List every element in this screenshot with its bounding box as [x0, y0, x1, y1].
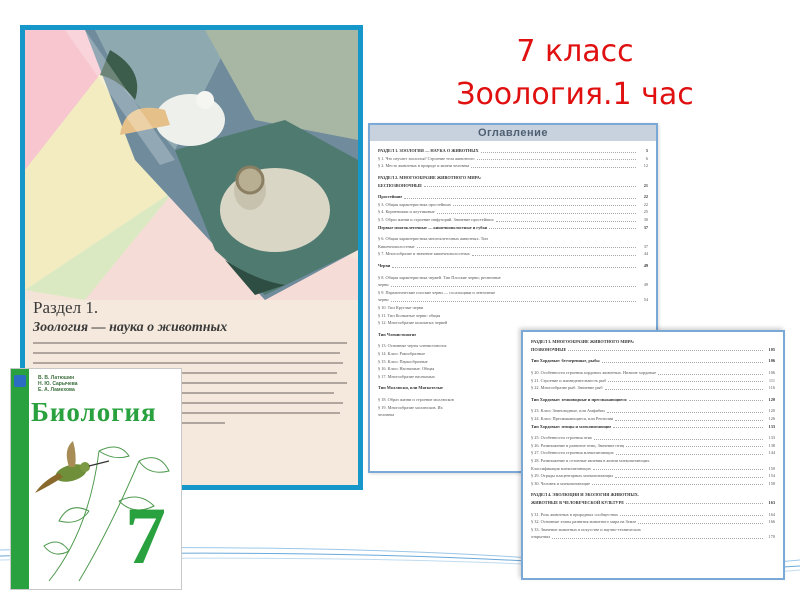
toc-entry	[531, 434, 775, 442]
toc-entry	[531, 499, 775, 507]
toc-entry-page: 126	[768, 416, 775, 422]
cover-stripe	[11, 369, 29, 589]
toc-entry-page: 105	[768, 346, 775, 352]
toc-page-2	[521, 330, 785, 580]
toc-entry-page: 166	[768, 519, 775, 525]
toc-leader-dots	[594, 436, 763, 440]
toc-entry-title: Тип Моллюски, или Мягкотелые	[378, 385, 443, 391]
toc-entry	[378, 304, 648, 312]
toc-header: Оглавление	[370, 125, 656, 141]
toc-leader-dots	[615, 417, 763, 421]
toc-entry	[531, 369, 775, 377]
toc-entry-title: Первые многоклеточные — кишечнополостные и губки	[378, 224, 488, 230]
toc-leader-dots	[477, 156, 636, 160]
toc-entry-title: Тип Хордовые: земноводные и пресмыкающиеся	[531, 396, 627, 402]
toc-entry	[531, 376, 775, 384]
toc-entry-title: БЕСПОЗВОНОЧНЫЕ	[378, 182, 423, 188]
toc-entry-page: 49	[643, 263, 648, 269]
toc-leader-dots	[602, 359, 763, 363]
toc-entry	[378, 223, 648, 231]
toc-entry-title: § 18. Образ жизни и строение моллюсков	[378, 396, 454, 402]
toc-entry	[531, 457, 775, 465]
toc-leader-dots	[472, 252, 636, 256]
toc-entry-page: 5	[645, 148, 648, 154]
toc-entry-title: § 10. Тип Круглые черви	[378, 304, 424, 310]
toc-entry-page: 158	[768, 480, 775, 486]
toc-entry	[378, 319, 648, 327]
toc-leader-dots	[471, 164, 636, 168]
toc-entry	[378, 281, 648, 289]
toc-leader-dots	[593, 466, 763, 470]
toc-entry-title: черви	[378, 282, 389, 288]
toc-entry	[531, 396, 775, 404]
toc-leader-dots	[592, 481, 763, 485]
toc-entry-page: 170	[768, 534, 775, 540]
toc-leader-dots	[616, 451, 763, 455]
toc-entry-title: Черви	[378, 263, 391, 269]
toc-entry	[378, 250, 648, 258]
toc-entry-title: § 21. Строение и жизнедеятельность рыб	[531, 377, 607, 383]
toc-entry-title: § 30. Человек и млекопитающие	[531, 480, 591, 486]
toc-entry-page: 22	[643, 201, 648, 207]
toc-leader-dots	[620, 512, 763, 516]
toc-entry	[531, 415, 775, 423]
toc-entry-title: § 25. Особенности строения птиц	[531, 435, 593, 441]
toc-entry	[531, 346, 775, 354]
toc-entry-page: 164	[768, 511, 775, 517]
toc-entry-title: Тип Хордовые: птицы и млекопитающие	[531, 423, 612, 429]
toc-entry	[378, 155, 648, 163]
toc-leader-dots	[605, 386, 763, 390]
toc-leader-dots	[496, 218, 636, 222]
toc-entry-page: 25	[643, 209, 648, 215]
toc-entry-title: § 3. Общая характеристика простейших	[378, 201, 451, 207]
toc-entry-page: 49	[643, 282, 648, 288]
toc-entry-title: ЖИВОТНЫЕ В ЧЕЛОВЕЧЕСКОЙ КУЛЬТУРЕ	[531, 499, 625, 505]
section-subtitle: Зоология — наука о животных	[33, 320, 228, 335]
toc-entry-page: 30	[643, 217, 648, 223]
toc-entry	[378, 289, 648, 297]
toc-entry-title: § 16. Класс Насекомые. Общая	[378, 366, 435, 372]
toc-entry-title: Тип Хордовые: бесчерепные, рыбы	[531, 358, 600, 364]
toc-entry-page: 106	[768, 358, 775, 364]
toc-entry	[378, 216, 648, 224]
toc-leader-dots	[437, 210, 636, 214]
publisher-logo-icon	[14, 375, 26, 387]
toc-entry-title: открытиях	[531, 534, 551, 540]
toc-leader-dots	[392, 264, 636, 268]
toc-entry-title: § 9. Паразитические плоские черви — сосальщики и ленточные	[378, 289, 496, 295]
toc-entry-title: Кишечнополостные	[378, 243, 415, 249]
toc-entry-title: § 19. Многообразие моллюсков. Их	[378, 404, 443, 410]
toc-leader-dots	[481, 149, 636, 153]
author-name: В. В. Латюшин	[38, 375, 75, 381]
toc-entry-title: § 33. Значение животных в искусстве и научно-технических	[531, 526, 641, 532]
toc-entry	[531, 491, 775, 499]
toc-entry-title: § 14. Класс Ракообразные	[378, 350, 425, 356]
toc-entry	[378, 262, 648, 270]
toc-leader-dots	[658, 371, 763, 375]
toc-entry-page: 37	[643, 224, 648, 230]
toc-entry-title: § 1. Что изучает зоология? Строение тела животного	[378, 155, 475, 161]
toc-entry-title: Простейшие	[378, 194, 403, 200]
toc-entry	[531, 518, 775, 526]
toc-entry-page: 111	[768, 377, 775, 383]
toc-entry-title: § 24. Класс Пресмыкающиеся, или Рептилии	[531, 416, 614, 422]
toc-entry-page: 133	[768, 435, 775, 441]
toc-entry-page: 54	[643, 297, 648, 303]
toc-entry-title: § 26. Размножение и развитие птиц. Значение птиц	[531, 442, 625, 448]
toc-entry-title: § 28. Размножение и сезонные явления в жизни млекопитающих.	[531, 458, 651, 464]
toc-entry	[531, 510, 775, 518]
slide-title-grade: 7 класс	[516, 34, 634, 69]
toc-entry-page: 22	[643, 194, 648, 200]
section-title: Раздел 1.	[33, 298, 99, 317]
toc-leader-dots	[391, 298, 636, 302]
toc-entry-page: 133	[768, 423, 775, 429]
toc-entry-title: РАЗДЕЛ 3. МНОГООБРАЗИЕ ЖИВОТНОГО МИРА:	[531, 339, 635, 345]
toc-entry-title: § 23. Класс Земноводные, или Амфибии	[531, 408, 605, 414]
toc-entry	[378, 181, 648, 189]
toc-entry-page: 21	[643, 182, 648, 188]
toc-entry-title: § 17. Многообразие насекомых	[378, 373, 435, 379]
toc-leader-dots	[615, 474, 763, 478]
author-name: Н. Ю. Сарычева	[38, 381, 78, 387]
toc-entry	[531, 422, 775, 430]
toc-leader-dots	[613, 424, 763, 428]
toc-leader-dots	[552, 535, 763, 539]
toc-entry-title: § 5. Образ жизни и строение инфузорий. Значение простейших	[378, 217, 494, 223]
cover-book-title: Биология	[31, 397, 157, 427]
toc-entry	[378, 162, 648, 170]
toc-entry	[378, 311, 648, 319]
toc-entry-page: 120	[768, 408, 775, 414]
cover-grade-number: 7	[125, 490, 166, 581]
toc-entry	[378, 193, 648, 201]
toc-entry-title: § 27. Особенности строения млекопитающих	[531, 450, 614, 456]
toc-entry	[378, 201, 648, 209]
toc-entry-title: § 15. Класс Паукообразные	[378, 358, 428, 364]
toc-entry	[378, 147, 648, 155]
toc-entry	[531, 472, 775, 480]
toc-entry-title: РАЗДЕЛ 1. ЗООЛОГИЯ — НАУКА О ЖИВОТНЫХ	[378, 148, 479, 154]
toc-entry-page: 44	[643, 251, 648, 257]
cover-authors	[38, 375, 78, 393]
toc-entry-title: § 12. Многообразие кольчатых червей	[378, 320, 448, 326]
toc-entry	[378, 174, 648, 182]
toc-entry	[531, 533, 775, 541]
toc-entry-page: 138	[768, 442, 775, 448]
toc-entry-page: 106	[768, 370, 775, 376]
toc-entry	[378, 243, 648, 251]
toc-entry	[531, 442, 775, 450]
toc-entry-page: 12	[643, 163, 648, 169]
toc-entry-page: 6	[645, 155, 648, 161]
toc-entry-page: 37	[643, 243, 648, 249]
toc-entry-title: Классификация млекопитающих	[531, 465, 591, 471]
toc-leader-dots	[417, 244, 636, 248]
toc-leader-dots	[608, 378, 763, 382]
toc-list	[523, 332, 783, 541]
toc-entry	[531, 338, 775, 346]
author-name: Е. А. Ламехова	[38, 387, 75, 393]
toc-entry-page: 154	[768, 473, 775, 479]
toc-entry	[531, 407, 775, 415]
toc-entry	[378, 296, 648, 304]
toc-leader-dots	[404, 195, 636, 199]
toc-entry-title: § 8. Общая характеристика червей. Тип Плоские черви; ресничные	[378, 274, 501, 280]
toc-entry-title: РАЗДЕЛ 4. ЭВОЛЮЦИЯ И ЭКОЛОГИЯ ЖИВОТНЫХ.	[531, 492, 639, 498]
toc-entry-title: человека	[378, 412, 395, 418]
toc-entry	[531, 464, 775, 472]
toc-entry-title: § 7. Многообразие и значение кишечнополостных	[378, 251, 470, 257]
toc-leader-dots	[453, 202, 636, 206]
toc-entry-title: ПОЗВОНОЧНЫЕ	[531, 346, 567, 352]
toc-entry-title: § 11. Тип Кольчатые черви: общая	[378, 312, 441, 318]
toc-leader-dots	[626, 500, 763, 504]
toc-entry-page: 116	[768, 385, 775, 391]
toc-entry-title: § 2. Место животных в природе и жизни человека	[378, 163, 470, 169]
biology-book-cover	[10, 368, 182, 590]
toc-leader-dots	[568, 347, 763, 351]
toc-leader-dots	[424, 183, 636, 187]
toc-entry	[531, 525, 775, 533]
slide-title	[400, 30, 750, 116]
toc-entry	[378, 273, 648, 281]
toc-entry	[531, 449, 775, 457]
toc-entry-title: § 4. Корненожки и жгутиковые	[378, 209, 435, 215]
toc-leader-dots	[629, 397, 763, 401]
toc-entry-page: 120	[768, 396, 775, 402]
toc-entry-title: § 29. Отряды плацентарных млекопитающих	[531, 473, 614, 479]
toc-entry-page: 144	[768, 450, 775, 456]
toc-entry	[531, 384, 775, 392]
toc-leader-dots	[607, 409, 763, 413]
toc-entry-title: § 13. Основные черты членистоногих	[378, 343, 447, 349]
toc-leader-dots	[638, 520, 763, 524]
toc-entry-page: 163	[768, 499, 775, 505]
toc-entry	[531, 357, 775, 365]
toc-leader-dots	[626, 443, 763, 447]
slide-title-subject: Зоология.1 час	[456, 77, 694, 112]
toc-entry-title: Тип Членистоногие	[378, 331, 417, 337]
toc-entry-title: § 32. Основные этапы развития животного мира на Земле	[531, 519, 637, 525]
toc-entry-title: черви	[378, 297, 389, 303]
toc-entry	[378, 235, 648, 243]
toc-entry-title: § 6. Общая характеристика многоклеточных животных. Тип	[378, 236, 488, 242]
toc-entry-title: § 31. Роль животных в природных сообществах	[531, 511, 619, 517]
toc-leader-dots	[489, 225, 636, 229]
toc-entry-title: РАЗДЕЛ 2. МНОГООБРАЗИЕ ЖИВОТНОГО МИРА:	[378, 175, 482, 181]
toc-entry	[531, 480, 775, 488]
toc-entry-title: § 22. Многообразие рыб. Значение рыб	[531, 385, 603, 391]
toc-entry-title: § 20. Особенности строения хордовых животных. Низшие хордовые	[531, 370, 657, 376]
toc-entry	[378, 208, 648, 216]
toc-entry-page: 150	[768, 465, 775, 471]
toc-leader-dots	[391, 283, 636, 287]
